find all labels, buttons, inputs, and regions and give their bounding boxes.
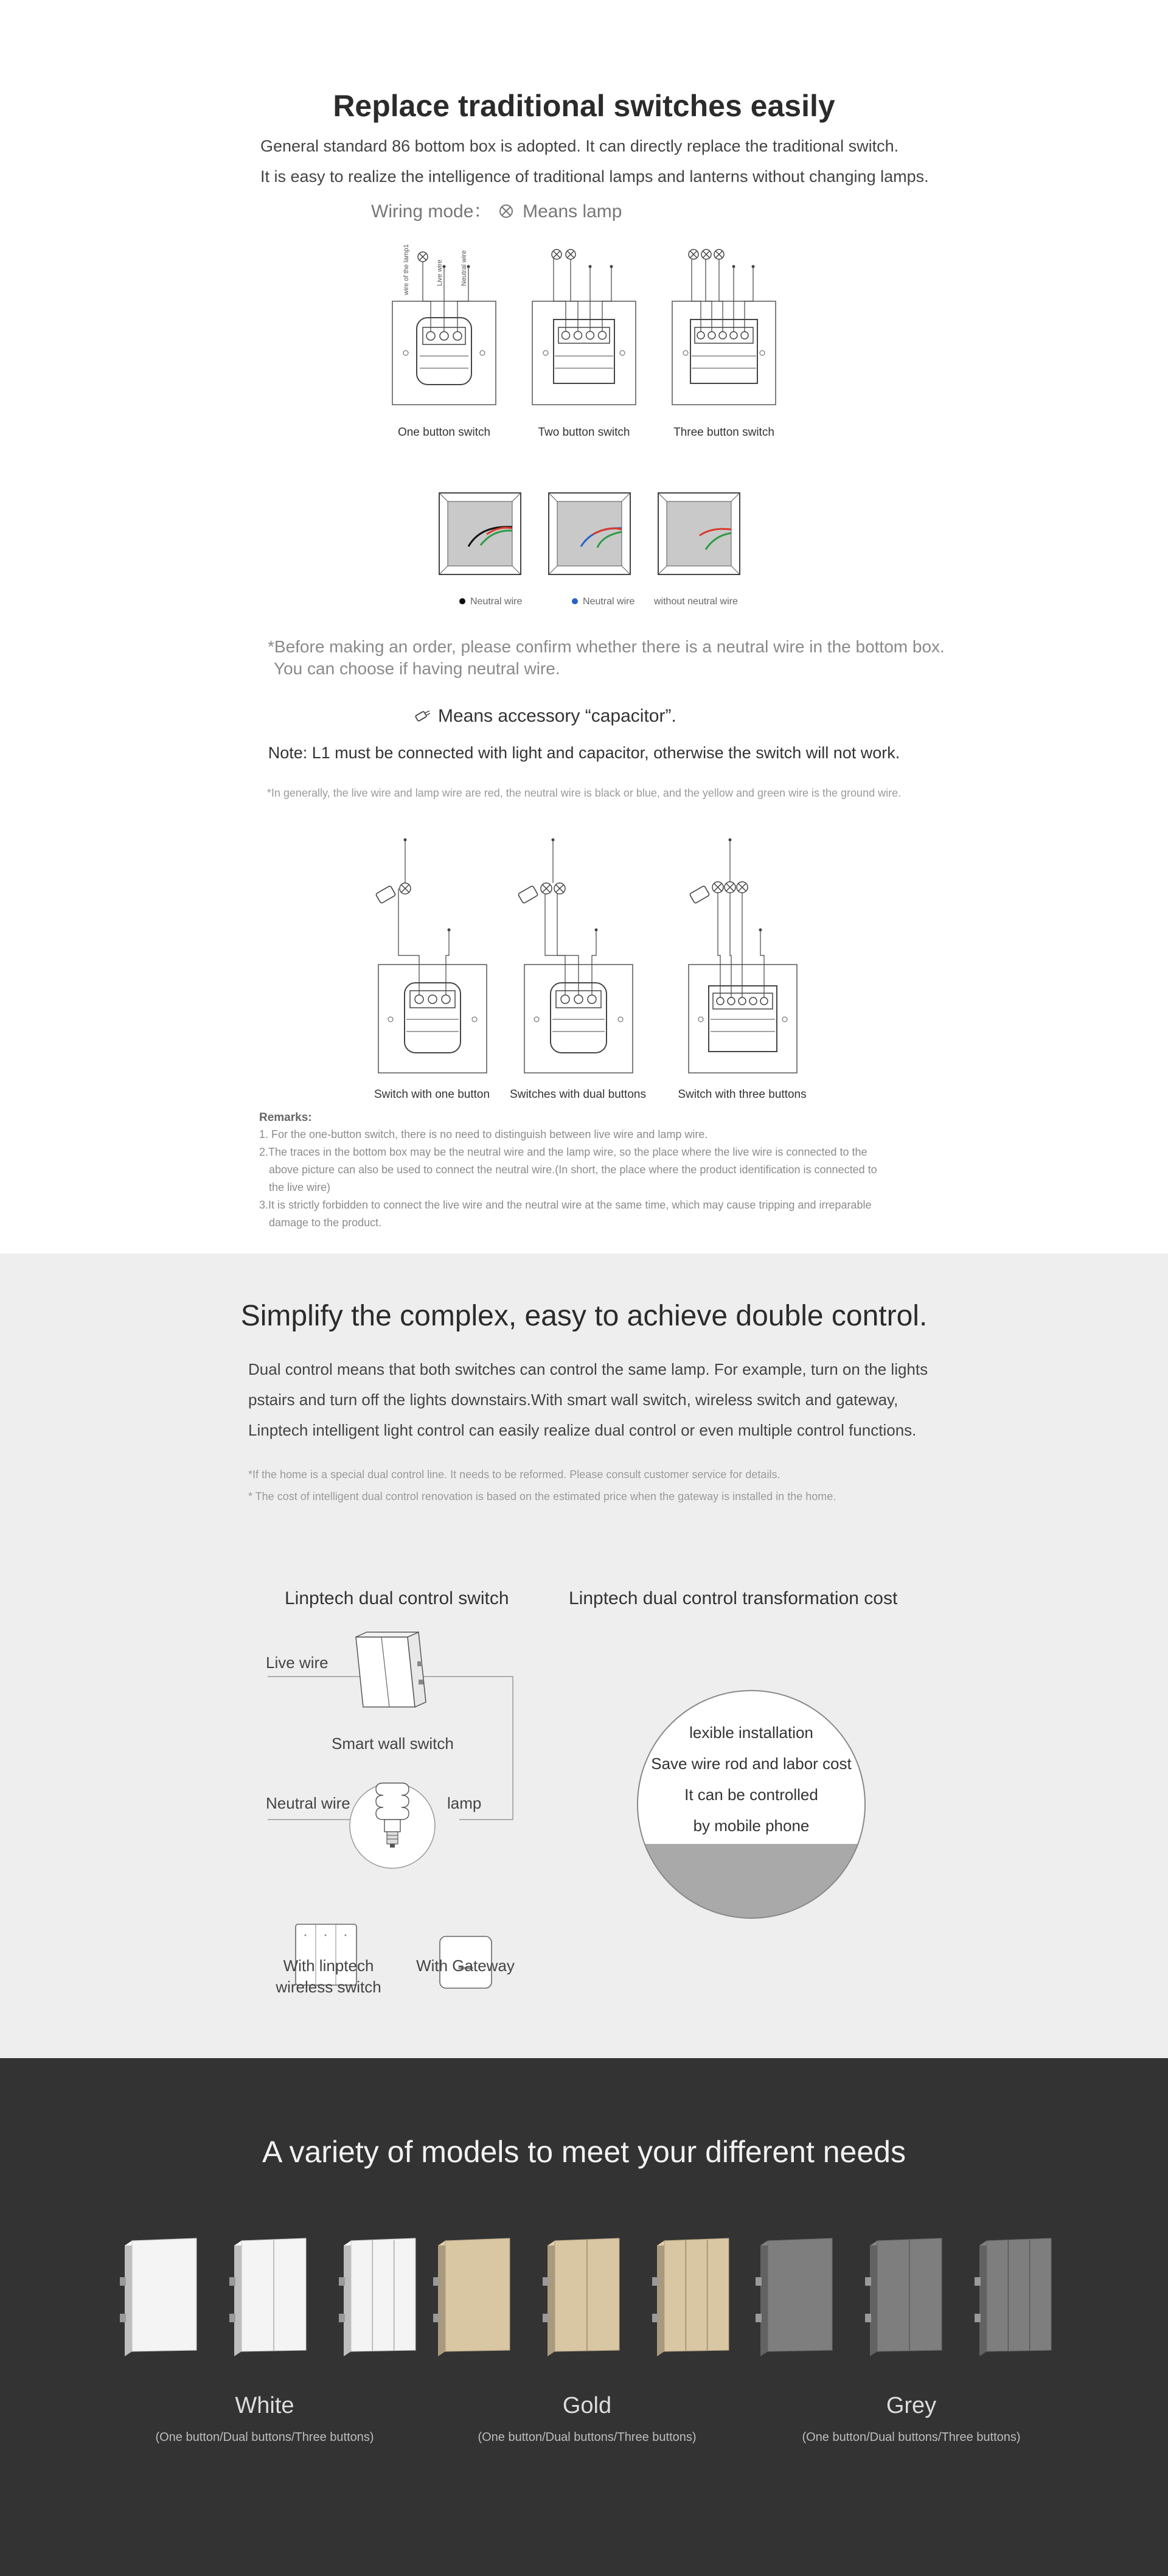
label-lamp: lamp <box>447 1794 482 1812</box>
wire-label-live: Live wire <box>436 259 443 286</box>
capacitor-legend: Means accessory “capacitor”. <box>414 706 676 727</box>
dual-note-2: * The cost of intelligent dual control renovation is based on the estimated price when the gateway is installed in the home. <box>248 1490 836 1503</box>
box-caption-2: Neutral wire <box>572 596 634 607</box>
caption-cap-three: Switch with three buttons <box>678 1088 807 1101</box>
wiring-mode-legend <box>371 196 622 223</box>
capacitor-diagram-one <box>375 839 487 1073</box>
dual-paragraph-2: pstairs and turn off the lights downstairs.With smart wall switch, wireless switch and gateway, <box>248 1391 899 1409</box>
remark-line-6: damage to the product. <box>269 1216 382 1229</box>
order-note-line-1: *Before making an order, please confirm whether there is a neutral wire in the bottom box. <box>268 637 945 656</box>
color-name-grey: Grey <box>886 2393 937 2418</box>
dual-title: Simplify the complex, easy to achieve double control. <box>240 1300 928 1332</box>
color-sub-gold: (One button/Dual buttons/Three buttons) <box>478 2431 697 2444</box>
capacitor-diagram-two <box>518 839 633 1073</box>
gold-three-button-switch <box>652 2238 729 2356</box>
models-title: A variety of models to meet your different needs <box>262 2135 906 2169</box>
box-caption-3: without neutral wire <box>654 596 738 607</box>
grey-two-button-switch <box>865 2238 942 2356</box>
cost-circle-text <box>636 1717 867 1841</box>
remarks-block <box>259 1111 928 1232</box>
means-lamp-label: Means lamp <box>523 201 622 222</box>
cost-line-4: by mobile phone <box>693 1817 810 1835</box>
replace-section <box>0 0 1168 1254</box>
switch-products <box>116 2235 1052 2362</box>
wire-label-neutral: Neutral wire <box>461 250 468 286</box>
capacitor-wiring-diagrams <box>365 834 803 1077</box>
l1-note: Note: L1 must be connected with light and capacitor, otherwise the switch will not work. <box>268 744 900 762</box>
two-button-diagram <box>532 250 636 405</box>
label-wireless-1: With linptech <box>283 1956 374 1975</box>
caption-three-button: Three button switch <box>673 426 774 439</box>
switch-product-row <box>116 2235 1052 2362</box>
label-gateway: With Gateway <box>416 1956 515 1975</box>
remark-line-5: 3.It is strictly forbidden to connect the live wire and the neutral wire at the same time, which may cause tripping and irreparable <box>259 1199 872 1211</box>
box-caption-1: Neutral wire <box>459 596 522 607</box>
capacitor-diagram-three <box>689 839 797 1073</box>
wire-label-lamp: wire of the lamp1 <box>403 244 410 295</box>
blue-dot-icon <box>572 598 578 604</box>
grey-one-button-switch <box>756 2238 832 2356</box>
caption-one-button: One button switch <box>397 426 491 439</box>
dual-paragraph-1: Dual control means that both switches can control the same lamp. For example, turn on the lights <box>248 1360 928 1378</box>
dual-cost-title: Linptech dual control transformation cost <box>569 1588 898 1608</box>
wire-color-note: *In generally, the live wire and lamp wire are red, the neutral wire is black or blue, and the yellow and green wire is the ground wire. <box>266 787 902 799</box>
white-three-button-switch <box>339 2238 415 2356</box>
color-sub-white: (One button/Dual buttons/Three buttons) <box>155 2431 374 2444</box>
cost-line-3: It can be controlled <box>684 1785 818 1804</box>
label-live-wire: Live wire <box>266 1653 328 1672</box>
order-note-line-2: You can choose if having neutral wire. <box>274 659 560 678</box>
bottom-box-blue-neutral <box>549 493 630 574</box>
label-smart-wall-switch: Smart wall switch <box>332 1734 454 1753</box>
white-two-button-switch <box>229 2238 306 2356</box>
dual-control-diagram <box>262 1625 523 2014</box>
capacitor-icon <box>414 710 431 723</box>
models-section <box>0 2058 1168 2576</box>
intro-line-2: It is easy to realize the intelligence of traditional lamps and lanterns without changing lamps. <box>260 167 929 186</box>
caption-cap-two: Switches with dual buttons <box>510 1088 646 1101</box>
label-neutral-wire: Neutral wire <box>266 1794 350 1812</box>
black-dot-icon <box>459 598 465 604</box>
caption-two-button: Two button switch <box>538 426 630 439</box>
color-name-gold: Gold <box>562 2393 612 2418</box>
cost-line-2: Save wire rod and labor cost <box>651 1754 852 1773</box>
bottom-box-illustrations <box>438 492 742 577</box>
intro-line-1: General standard 86 bottom box is adopted. It can directly replace the traditional switch. <box>260 137 899 155</box>
remark-line-1: 1. For the one-button switch, there is no need to distinguish between live wire and lamp wire. <box>259 1128 708 1140</box>
color-sub-grey: (One button/Dual buttons/Three buttons) <box>802 2431 1021 2444</box>
wiring-mode-label: Wiring mode： <box>371 201 492 222</box>
dual-switch-title: Linptech dual control switch <box>285 1588 509 1608</box>
color-name-white: White <box>235 2393 294 2418</box>
lamp-symbol-icon <box>498 203 514 219</box>
remark-line-3: above picture can also be used to connect the neutral wire.(In short, the place where the product identification is connected to <box>269 1164 877 1176</box>
remarks-title: Remarks: <box>259 1111 312 1124</box>
remark-line-2: 2.The traces in the bottom box may be the neutral wire and the lamp wire, so the place where the live wire is connected to the <box>259 1146 867 1158</box>
wireless-switch-image <box>296 1924 356 1985</box>
caption-cap-one: Switch with one button <box>374 1088 490 1101</box>
gold-one-button-switch <box>433 2238 510 2356</box>
grey-three-button-switch <box>975 2238 1051 2356</box>
cost-line-1: lexible installation <box>689 1723 813 1742</box>
label-wireless-2: wireless switch <box>276 1978 381 1996</box>
lamp-bulb-image <box>350 1783 435 1868</box>
white-one-button-switch <box>120 2238 196 2356</box>
dual-paragraph-3: Linptech intelligent light control can easily realize dual control or even multiple control functions. <box>248 1421 917 1439</box>
dual-control-section <box>0 1254 1168 2058</box>
three-button-diagram <box>672 250 776 405</box>
remark-line-4: the live wire) <box>269 1181 331 1193</box>
section-title: Replace traditional switches easily <box>333 89 835 123</box>
gold-two-button-switch <box>543 2238 619 2356</box>
bottom-box-no-neutral <box>658 493 740 574</box>
smart-wall-switch-image <box>356 1632 426 1707</box>
dual-note-1: *If the home is a special dual control line. It needs to be reformed. Please consult customer service for details. <box>248 1468 780 1481</box>
bottom-box-black-neutral <box>439 493 521 574</box>
